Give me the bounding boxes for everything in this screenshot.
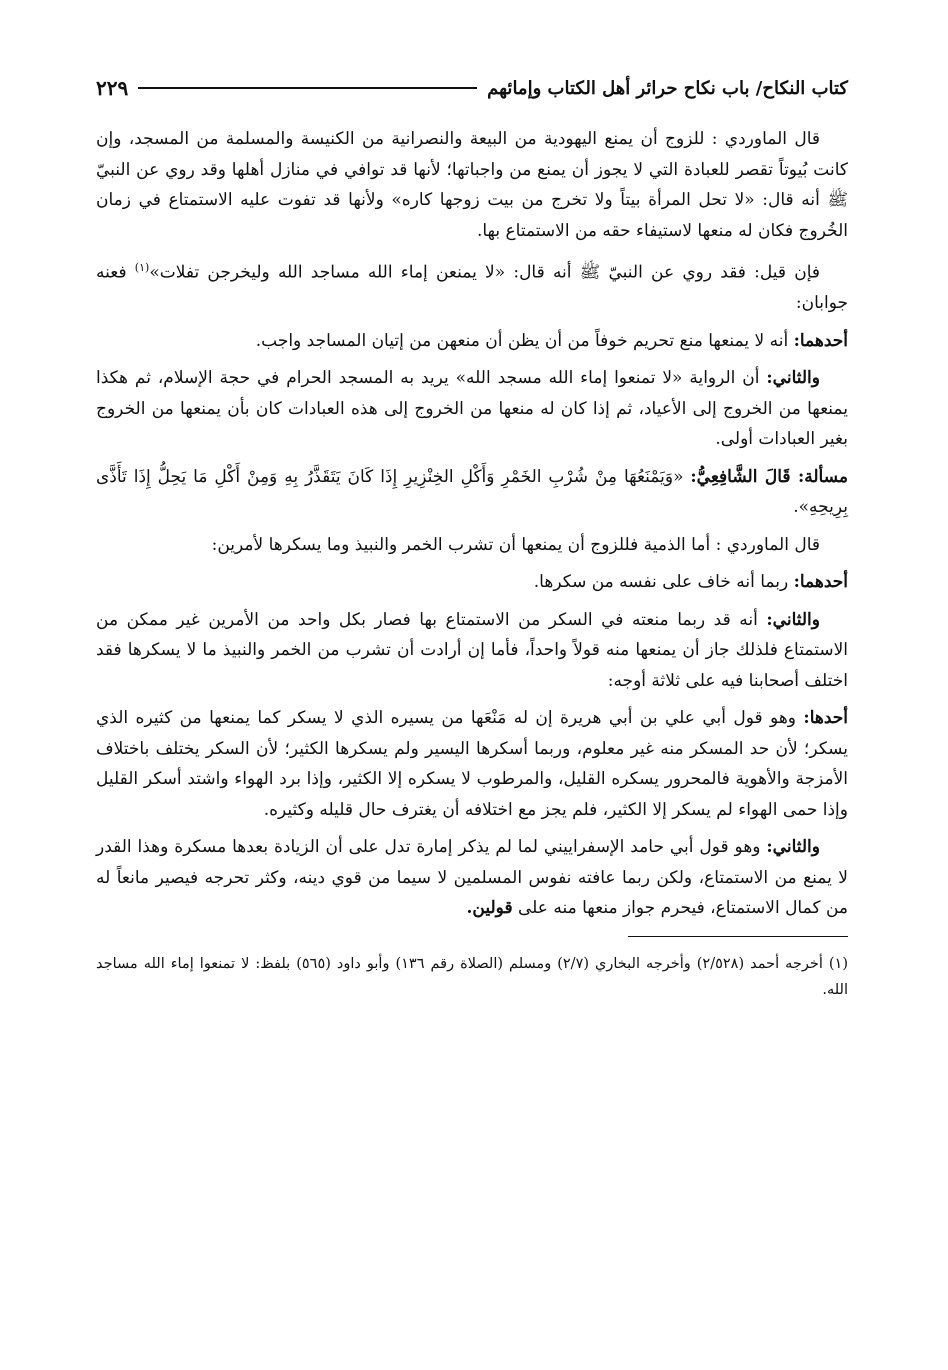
paragraph-4-text: أن الرواية «لا تمنعوا إماء الله مسجد الله» يريد به المسجد الحرام في حجة الإسلام، ثم هكذا يمنعها من الخروج إلى الأعياد، ثم إذا كان له منعها من الخروج إلى هذه العبادات كان بأن يمنعها من الخروج بغير العبادات أولى. bbox=[96, 368, 848, 450]
footnote-rule bbox=[628, 936, 848, 937]
paragraph-3 bbox=[96, 326, 848, 357]
paragraph-1: قال الماوردي : للزوج أن يمنع اليهودية من البيعة والنصرانية من الكنيسة والمسلمة من المسجد، وإن كانت بُيوتاً تقصر للعبادة التي لا يجوز أن يمنع من واجباتها؛ لأنها قد توافي في منازل أهلها وقد روي عن النبيّ ﷺ أنه قال: «لا تحل المرأة بيتاً ولا تخرج من بيت زوجها كاره» ولأنها قد تفوت عليه الاستمتاع في زمان الخُروج فكان له منعها لاستيفاء حقه من الاستمتاع بها. bbox=[96, 129, 848, 241]
running-header bbox=[96, 70, 848, 106]
paragraph-5-text: «وَيَمْنَعُهَا مِنْ شُرْبِ الخَمْرِ وَأَكْلِ الخِنْزِيرِ إِذَا كَانَ يَتَقَذَّرُ بِهِ وَمِنْ أَكْلِ مَا يَحِلُّ إِذَا تَأَذَّى بِرِيحِهِ». bbox=[96, 466, 848, 518]
header-rule bbox=[138, 87, 477, 89]
paragraph-8-lead: والثاني: bbox=[766, 609, 820, 630]
paragraph-3-lead: أحدهما: bbox=[793, 330, 848, 351]
paragraph-2-text: فإن قيل: فقد روي عن النبيّ ﷺ أنه قال: «لا يمنعن إماء الله مساجد الله وليخرجن تفلات» bbox=[149, 262, 820, 283]
paragraph-9-lead: أحدها: bbox=[803, 708, 848, 729]
paragraph-9 bbox=[96, 703, 848, 825]
paragraph-10 bbox=[96, 832, 848, 924]
footnote: (١) أخرجه أحمد (٢/٥٢٨) وأخرجه البخاري (٢/٧) ومسلم (الصلاة رقم ١٣٦) وأبو داود (٥٦٥) بلفظ: لا تمنعوا إماء الله مساجد الله. bbox=[96, 955, 848, 998]
paragraph-8-text: أنه قد ربما منعته في السكر من الاستمتاع بها فصار بكل واحد من الأمرين غير ممكن من الاستمتاع فلذلك جاز أن يمنعها منه قولاً واحداً، فأما إن أرادت أن تشرب من الخمر والنبيذ ما لا يسكرها فقد اختلف أصحابنا فيه على ثلاثة أوجه: bbox=[96, 609, 848, 691]
page bbox=[96, 70, 848, 1003]
paragraph-2-tail: فعنه جوابان: bbox=[96, 262, 848, 314]
paragraph-10-lead: والثاني: bbox=[766, 837, 820, 858]
paragraph-6: قال الماوردي : أما الذمية فللزوج أن يمنعها أن تشرب الخمر والنبيذ وما يسكرها لأمرين: bbox=[211, 534, 820, 555]
chapter-title: كتاب النكاح/ باب نكاح حرائر أهل الكتاب وإمائهم bbox=[487, 77, 848, 99]
paragraph-10-text: وهو قول أبي حامد الإسفراييني لما لم يذكر إمارة تدل على أن الزيادة بعدها مسكرة وهذا القدر لا يمنع من الاستمتاع، ولكن ربما عافته نفوس المسلمين لا سيما من قوي دينه، وكثر تحرجه فيصير مانعاً له من كمال الاستمتاع، فيحرم جواز منعها منه على bbox=[96, 837, 848, 919]
paragraph-4-lead: والثاني: bbox=[766, 368, 820, 389]
paragraph-5 bbox=[96, 462, 848, 523]
paragraph-4 bbox=[96, 363, 848, 455]
paragraph-8 bbox=[96, 605, 848, 697]
paragraph-9-text: وهو قول أبي علي بن أبي هريرة إن له مَنْعَها من يسيره الذي لا يسكر كما يمنعها من كثيره الذي يسكر؛ لأن حد المسكر منه غير معلوم، وربما أسكرها اليسير ولم يسكرها الكثير؛ لأن السكر يختلف باختلاف الأمزجة والأهوية فالمحرور يسكره القليل، والمرطوب لا يسكره إلا الكثير، وإذا برد الهواء واشتد أسكر القليل وإذا حمى الهواء لم يسكر إلا الكثير، فلم يجز مع اختلافه أن يغترف حال قليله وكثيره. bbox=[96, 708, 848, 820]
paragraph-2 bbox=[96, 253, 848, 319]
paragraph-7-lead: أحدهما: bbox=[793, 572, 848, 593]
paragraph-7 bbox=[96, 567, 848, 598]
paragraph-7-text: ربما أنه خاف على نفسه من سكرها. bbox=[533, 572, 794, 593]
paragraph-10-end: قولين. bbox=[466, 898, 513, 919]
masala-heading: مسألة: قَالَ الشَّافِعِيُّ: bbox=[690, 466, 848, 487]
body-text bbox=[96, 124, 848, 924]
page-number: ٢٢٩ bbox=[96, 76, 129, 100]
paragraph-3-text: أنه لا يمنعها منع تحريم خوفاً من أن يظن أن منعهن من إتيان المساجد واجب. bbox=[255, 330, 794, 351]
footnote-marker[interactable]: (١) bbox=[134, 261, 150, 274]
